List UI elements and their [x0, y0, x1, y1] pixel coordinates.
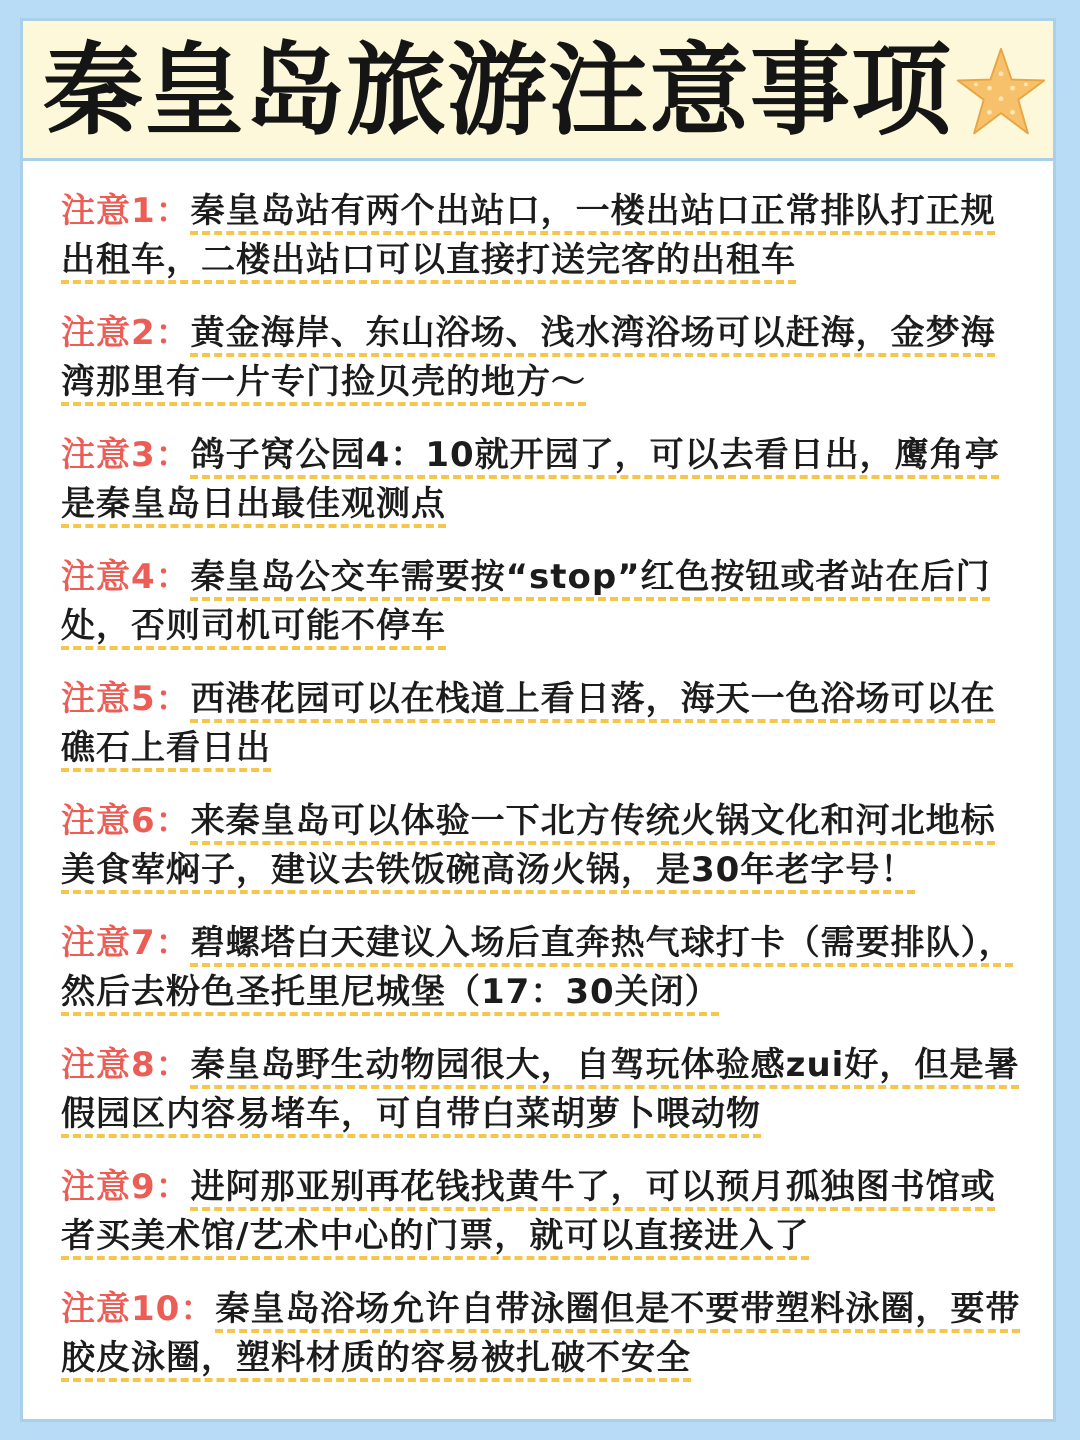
note-text: 碧螺塔白天建议入场后直奔热气球打卡（需要排队），然后去粉色圣托里尼城堡（17：30关闭）: [61, 923, 1014, 1012]
note-label: 注意8：: [61, 1045, 191, 1085]
note-text: 秦皇岛浴场允许自带泳圈但是不要带塑料泳圈，要带胶皮泳圈，塑料材质的容易被扎破不安全: [61, 1289, 1021, 1378]
note-label: 注意5：: [61, 679, 191, 719]
note-label: 注意9：: [61, 1167, 191, 1207]
note-text: 西港花园可以在栈道上看日落，海天一色浴场可以在礁石上看日出: [61, 679, 996, 768]
note-4: [61, 553, 1021, 675]
note-label: 注意4：: [61, 557, 191, 597]
note-text: 黄金海岸、东山浴场、浅水湾浴场可以赶海，金梦海湾那里有一片专门捡贝壳的地方～: [61, 313, 996, 402]
title-band: [23, 21, 1053, 161]
note-label: 注意3：: [61, 435, 191, 475]
note-8: [61, 1041, 1021, 1163]
note-7: [61, 919, 1021, 1041]
note-label: 注意2：: [61, 313, 191, 353]
note-1: [61, 187, 1021, 309]
note-6: [61, 797, 1021, 919]
note-3: [61, 431, 1021, 553]
note-5: [61, 675, 1021, 797]
starfish-icon: [951, 45, 1051, 141]
note-2: [61, 309, 1021, 431]
note-text: 鸽子窝公园4：10就开园了，可以去看日出，鹰角亭是秦皇岛日出最佳观测点: [61, 435, 1000, 524]
note-label: 注意1：: [61, 191, 191, 231]
note-text: 进阿那亚别再花钱找黄牛了，可以预月孤独图书馆或者买美术馆/艺术中心的门票，就可以直接进入了: [61, 1167, 996, 1256]
notes-list: [61, 187, 1021, 1407]
note-text: 秦皇岛公交车需要按“stop”红色按钮或者站在后门处，否则司机可能不停车: [61, 557, 991, 646]
content-card: [20, 18, 1056, 1422]
note-text: 来秦皇岛可以体验一下北方传统火锅文化和河北地标美食荤焖子，建议去铁饭碗高汤火锅，是30年老字号！: [61, 801, 996, 890]
note-label: 注意6：: [61, 801, 191, 841]
note-text: 秦皇岛站有两个出站口，一楼出站口正常排队打正规出租车，二楼出站口可以直接打送完客的出租车: [61, 191, 996, 280]
note-text: 秦皇岛野生动物园很大，自驾玩体验感zui好，但是暑假园区内容易堵车，可自带白菜胡萝卜喂动物: [61, 1045, 1020, 1134]
note-label: 注意10：: [61, 1289, 216, 1329]
note-label: 注意7：: [61, 923, 191, 963]
note-9: [61, 1163, 1021, 1285]
page-title: 秦皇岛旅游注意事项: [43, 32, 952, 149]
note-10: [61, 1285, 1021, 1407]
